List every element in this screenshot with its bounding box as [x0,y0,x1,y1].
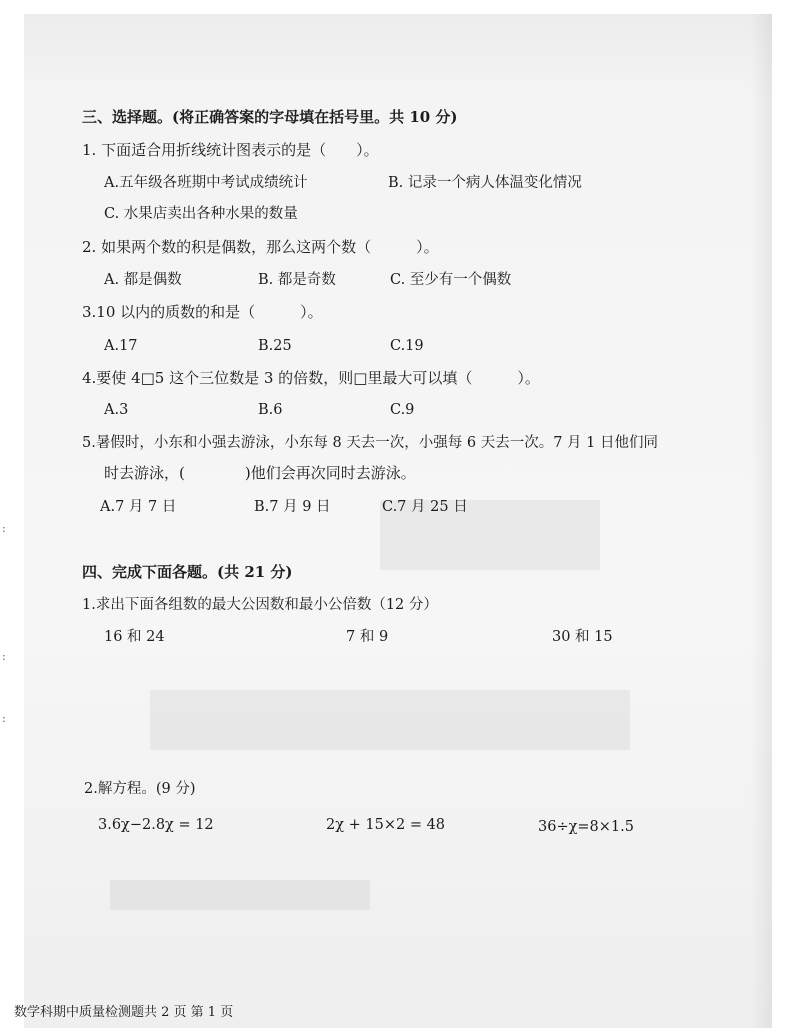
question-2-option-a: A. 都是偶数 [104,272,182,288]
question-5-line-2: 时去游泳，( )他们会再次同时去游泳。 [104,464,416,482]
question-4-option-c: C.9 [390,402,415,418]
question-3: 3.10 以内的质数的和是（ ）。 [82,303,323,321]
equation-3: 36÷χ=8×1.5 [538,819,634,835]
page-footer: 数学科期中质量检测题共 2 页 第 1 页 [14,1005,234,1020]
section-4-question-2: 2.解方程。(9 分) [84,781,196,797]
equation-2: 2χ + 15×2 = 48 [326,817,446,833]
question-5-option-b: B.7 月 9 日 [254,499,331,515]
question-4-option-b: B.6 [258,402,283,418]
edge-mark: : [2,650,6,663]
question-4: 4.要使 4□5 这个三位数是 3 的倍数，则□里最大可以填（ ）。 [82,369,540,387]
section-4-title: 四、完成下面各题。(共 21 分) [82,563,293,581]
section-3-title: 三、选择题。(将正确答案的字母填在括号里。共 10 分) [82,108,458,126]
question-1: 1. 下面适合用折线统计图表示的是（ ）。 [82,141,379,159]
bleed-through-mark [110,880,370,910]
question-5-option-a: A.7 月 7 日 [100,499,177,515]
question-3-option-b: B.25 [258,338,292,354]
edge-mark: : [2,712,6,725]
gcd-lcm-item-1: 16 和 24 [104,629,165,645]
question-1-option-c: C. 水果店卖出各种水果的数量 [104,206,298,222]
question-3-option-c: C.19 [390,338,424,354]
question-5-option-c: C.7 月 25 日 [382,499,468,515]
question-1-option-a: A.五年级各班期中考试成绩统计 [104,175,308,191]
gcd-lcm-item-3: 30 和 15 [552,629,613,645]
question-3-option-a: A.17 [104,338,138,354]
edge-mark: : [2,522,6,535]
gcd-lcm-item-2: 7 和 9 [346,629,389,645]
question-2-option-b: B. 都是奇数 [258,272,336,288]
section-4-question-1: 1.求出下面各组数的最大公因数和最小公倍数（12 分） [82,597,438,613]
question-1-option-b: B. 记录一个病人体温变化情况 [388,175,582,191]
equation-1: 3.6χ−2.8χ = 12 [98,817,214,833]
question-2-option-c: C. 至少有一个偶数 [390,272,512,288]
question-5-line-1: 5.暑假时，小东和小强去游泳，小东每 8 天去一次，小强每 6 天去一次。7 月 1 日他们同 [82,435,658,451]
question-4-option-a: A.3 [104,402,129,418]
question-2: 2. 如果两个数的积是偶数，那么这两个数（ ）。 [82,238,439,256]
bleed-through-mark [150,690,630,750]
page-shadow [750,14,772,1028]
